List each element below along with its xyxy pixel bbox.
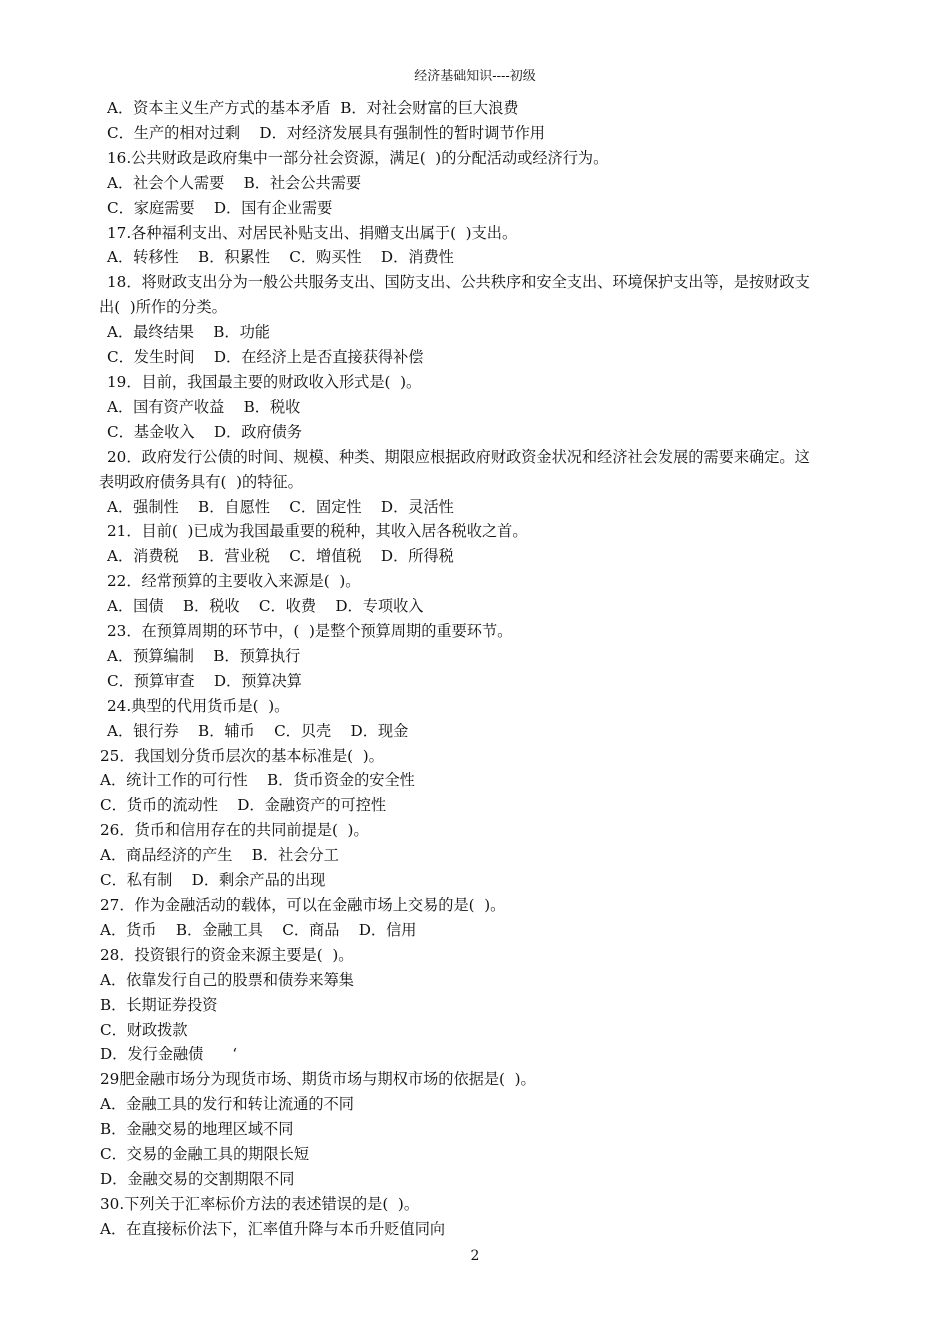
text-line: 27．作为金融活动的载体，可以在金融市场上交易的是( )。 xyxy=(100,896,506,914)
text-line: A．转移性 B．积累性 C．购买性 D．消费性 xyxy=(107,248,454,267)
text-line: 30.下列关于汇率标价方法的表述错误的是( )。 xyxy=(100,1194,420,1213)
text-line: 20．政府发行公债的时间、规模、种类、期限应根据政府财政资金状况和经济社会发展的需要来确定。这 xyxy=(107,447,810,466)
text-line: A．货币 B．金融工具 C．商品 D．信用 xyxy=(100,920,417,939)
text-line: 出( )所作的分类。 xyxy=(99,298,227,317)
text-line: C．发生时间 D．在经济上是否直接获得补偿 xyxy=(107,348,424,367)
text-line: 28．投资银行的资金来源主要是( )。 xyxy=(100,945,354,964)
text-line: 22．经常预算的主要收入来源是( )。 xyxy=(107,572,361,591)
text-line: C．生产的相对过剩 D．对经济发展具有强制性的暂时调节作用 xyxy=(107,123,545,142)
text-line: A．金融工具的发行和转让流通的不同 xyxy=(100,1095,354,1114)
text-line: A．在直接标价法下，汇率值升降与本币升贬值同向 xyxy=(100,1219,446,1238)
page-header: 经济基础知识----初级 xyxy=(414,69,536,84)
text-line: 17.各种福利支出、对居民补贴支出、捐赠支出属于( )支出。 xyxy=(107,223,518,242)
text-line: 18．将财政支出分为一般公共服务支出、国防支出、公共秩序和安全支出、环境保护支出等，是按财政支 xyxy=(107,273,810,292)
text-line: 21．目前( )已成为我国最重要的税种，其收入居各税收之首。 xyxy=(107,522,528,541)
text-line: A．强制性 B．自愿性 C．固定性 D．灵活性 xyxy=(107,497,454,516)
document-body xyxy=(90,96,870,1242)
text-line: 16.公共财政是政府集中一部分社会资源，满足( )的分配活动或经济行为。 xyxy=(107,148,609,167)
text-line: 29肥金融市场分为现货市场、期货市场与期权市场的依据是( )。 xyxy=(100,1070,536,1089)
text-line: D．金融交易的交割期限不同 xyxy=(100,1169,295,1188)
text-line: A．消费税 B．营业税 C．增值税 D．所得税 xyxy=(107,547,454,566)
text-line: A．统计工作的可行性 B．货币资金的安全性 xyxy=(100,771,415,790)
text-line: C．私有制 D．剩余产品的出现 xyxy=(100,871,326,890)
text-line: C．家庭需要 D．国有企业需要 xyxy=(107,198,333,217)
text-line: C．预算审查 D．预算决算 xyxy=(107,671,302,690)
text-line: 19．目前，我国最主要的财政收入形式是( )。 xyxy=(107,372,422,391)
text-line: B．长期证券投资 xyxy=(100,995,218,1014)
text-line: A．商品经济的产生 B．社会分工 xyxy=(100,846,339,865)
text-line: A．依靠发行自己的股票和债券来筹集 xyxy=(100,970,354,989)
text-line: A．国债 B．税收 C．收费 D．专项收入 xyxy=(107,597,424,616)
text-line: 表明政府债务具有( )的特征。 xyxy=(99,472,303,491)
text-line: 24.典型的代用货币是( )。 xyxy=(107,696,290,715)
text-line: A．银行券 B．辅币 C．贝壳 D．现金 xyxy=(107,721,409,740)
text-line: C．基金收入 D．政府债务 xyxy=(107,422,302,441)
text-line: A．资本主义生产方式的基本矛盾 B．对社会财富的巨大浪费 xyxy=(107,99,519,117)
text-line: 23．在预算周期的环节中，( )是整个预算周期的重要环节。 xyxy=(107,622,513,641)
text-line: 26．货币和信用存在的共同前提是( )。 xyxy=(100,821,369,840)
text-line: A．预算编制 B．预算执行 xyxy=(107,646,301,665)
text-line: A．最终结果 B．功能 xyxy=(107,323,270,342)
text-line: C．财政拨款 xyxy=(100,1020,188,1039)
text-line: B．金融交易的地理区域不同 xyxy=(100,1120,294,1139)
text-line: D．发行金融债 ‘ xyxy=(100,1045,238,1064)
text-line: C．交易的金融工具的期限长短 xyxy=(100,1145,310,1164)
text-line: 25．我国划分货币层次的基本标准是( )。 xyxy=(100,746,384,765)
text-line: A．社会个人需要 B．社会公共需要 xyxy=(107,173,362,192)
text-line: A．国有资产收益 B．税收 xyxy=(107,397,301,416)
text-line: C．货币的流动性 D．金融资产的可控性 xyxy=(100,796,387,815)
page-number: 2 xyxy=(470,1248,480,1264)
